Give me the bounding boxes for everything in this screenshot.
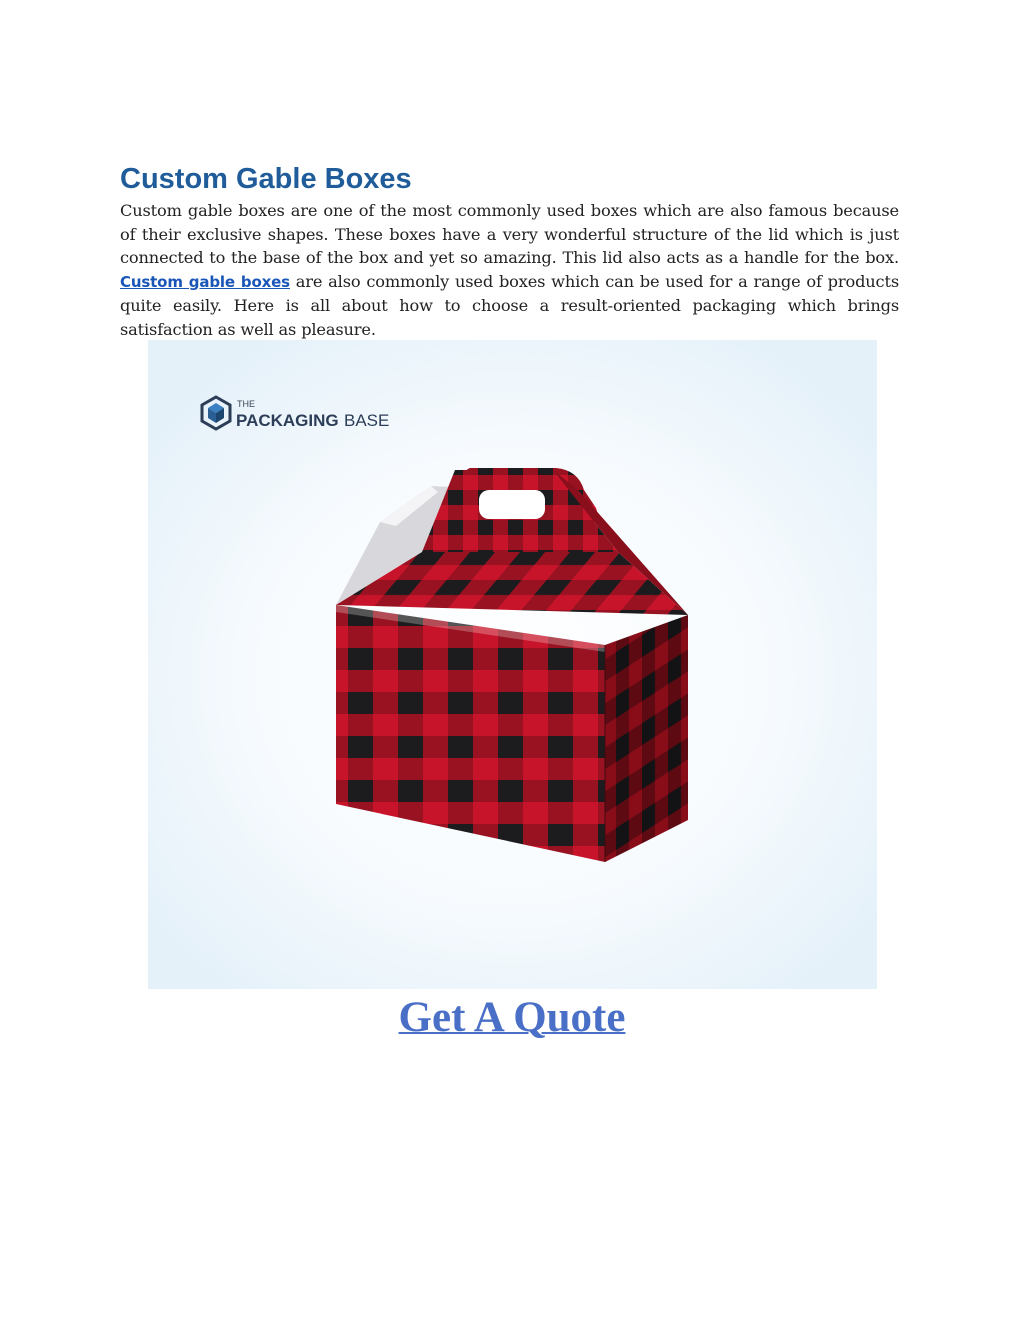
page-title: Custom Gable Boxes	[120, 163, 412, 195]
paragraph-text-after-link: are also commonly used boxes which can be used for a range of products quite easily. Here is all about how to choose a result-oriented packaging which brings satisfaction as well as pleasure.	[120, 271, 899, 339]
logo-the-text: THE	[237, 399, 255, 409]
logo-base-text: BASE	[344, 411, 390, 430]
box-handle-cutout	[479, 490, 545, 519]
paragraph-text-before-link: Custom gable boxes are one of the most commonly used boxes which are also famous because of their exclusive shapes. These boxes have a very wonderful structure of the lid which is just connected to the base of the box and yet so amazing. This lid also acts as a handle for the box.	[120, 201, 899, 268]
article-paragraph	[120, 199, 899, 342]
get-a-quote-link[interactable]: Get A Quote	[398, 994, 626, 1041]
product-image	[148, 340, 877, 989]
logo-packaging-text: PACKAGING	[236, 411, 339, 430]
custom-gable-boxes-link[interactable]: Custom gable boxes	[120, 272, 290, 291]
get-a-quote-container	[0, 991, 1024, 1045]
